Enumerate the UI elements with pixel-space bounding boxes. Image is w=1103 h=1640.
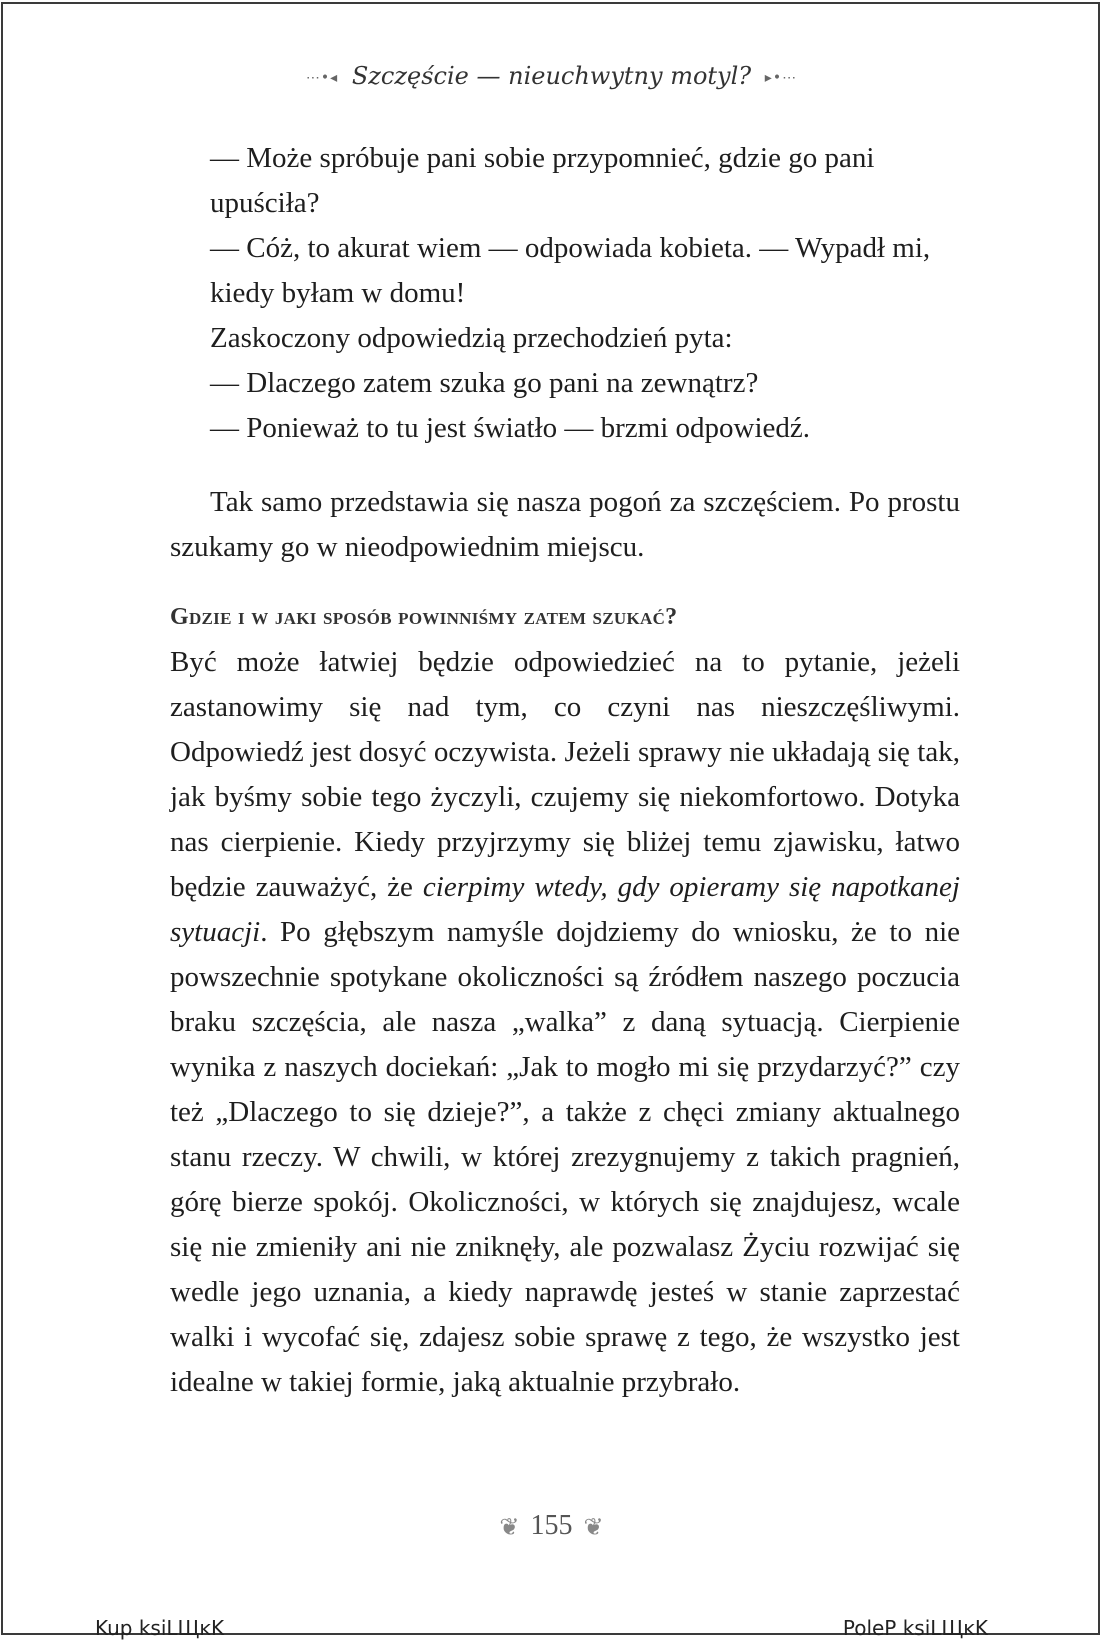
buy-book-link[interactable]: Kup ksiLЩĸK (95, 1616, 225, 1640)
dialogue-line: — Dlaczego zatem szuka go pani na zewnątrz? (210, 367, 759, 399)
paragraph-2 (170, 640, 960, 1405)
paragraph-2-italic: cierpimy wtedy, gdy opieramy się napotkanej sytuacji (170, 871, 960, 948)
ornament-left-icon: ⋯•◂ (305, 69, 339, 86)
dialogue-block (170, 136, 960, 451)
leaf-right-icon: ❦ (583, 1515, 604, 1542)
dialogue-line: — Może spróbuje pani sobie przypomnieć, gdzie go pani upuściła? (210, 142, 875, 219)
paragraph-1 (170, 480, 960, 570)
paragraph-2-text (170, 640, 960, 1405)
section-heading: Gdzie i w jaki sposób powinniśmy zatem szukać? (170, 604, 678, 630)
leaf-left-icon: ❦ (499, 1515, 520, 1542)
running-header (0, 62, 1103, 90)
dialogue-line: Zaskoczony odpowiedzią przechodzień pyta: (210, 322, 733, 354)
running-title: Szczęście — nieuchwytny motyl? (351, 62, 752, 90)
paragraph-2-part1: Być może łatwiej będzie odpowiedzieć na to pytanie, jeżeli zastanowimy się nad tym, co czyni nas nieszczęśliwymi. Odpowiedź jest dosyć oczywista. Jeżeli sprawy nie układają się tak, jak byśmy sobie tego życzyli, czujemy się niekomfortowo. Dotyka nas cierpienie. Kiedy przyjrzymy się bliżej temu zjawisku, łatwo będzie zauważyć, że (170, 646, 960, 903)
ornament-right-icon: ▸•⋯ (764, 69, 798, 86)
paragraph-1-text: Tak samo przedstawia się nasza pogoń za szczęściem. Po prostu szukamy go w nieodpowiednim miejscu. (170, 486, 960, 563)
page-number: 155 (530, 1510, 573, 1541)
dialogue-line: — Ponieważ to tu jest światło — brzmi odpowiedź. (210, 412, 811, 444)
folio (0, 1510, 1103, 1542)
paragraph-2-part2: . Po głębszym namyśle dojdziemy do wniosku, że to nie powszechnie spotykane okoliczności są źródłem naszego poczucia braku szczęścia, ale nasza „walka” z daną sytuacją. Cierpienie wynika z naszych dociekań: „Jak to mogło mi się przydarzyć?” czy też „Dlaczego to się dzieje?”, a także z chęci zmiany aktualnego stanu rzeczy. W chwili, w której zrezygnujemy z takich pragnień, górę bierze spokój. Okoliczności, w których się znajdujesz, wcale się nie zmieniły ani nie zniknęły, ale pozwalasz Życiu rozwijać się wedle jego uznania, a kiedy naprawdę jesteś w stanie zaprzestać walki i wycofać się, zdajesz sobie sprawę z tego, że wszystko jest idealne w takiej formie, jaką aktualnie przybrało. (170, 916, 960, 1398)
recommend-book-link[interactable]: PoleP ksiLЩĸK (842, 1616, 988, 1640)
dialogue-line: — Cóż, to akurat wiem — odpowiada kobieta. — Wypadł mi, kiedy byłam w domu! (210, 232, 931, 309)
